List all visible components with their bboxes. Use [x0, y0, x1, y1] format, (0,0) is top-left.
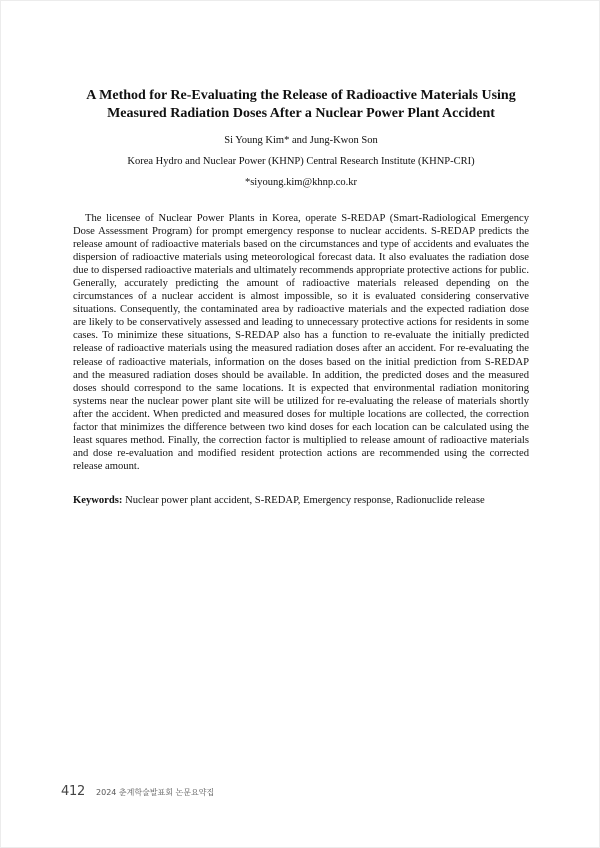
paper-title-line-2: Measured Radiation Doses After a Nuclear Power Plant Accident — [107, 106, 495, 121]
abstract-paragraph: The licensee of Nuclear Power Plants in Korea, operate S-REDAP (Smart-Radiological Emergency Dose Assessment Program) for prompt emergency response to nuclear accidents. S-REDAP predicts the release amount of radioactive materials based on the circumstances and type of accidents and evaluates the dispersion of radioactive materials using meteorological forecast data. It also evaluates the radiation dose due to dispersed radioactive materials and ultimately recommends appropriate protective actions for public. Generally, accurately predicting the amount of radioactive materials released depending on the circumstances of a nuclear accident is almost impossible, so it is evaluated considering conservative situations. Consequently, the contaminated area by radioactive materials and the expected radiation dose are likely to be conservatively assessed and leading to unnecessary protective actions for residents in some cases. To minimize these situations, S-REDAP also has a function to re-evaluate the initially predicted release of radioactive materials using the measured radiation doses after an accident. For re-evaluating the release of radioactive materials, information on the doses based on the initial prediction from S-REDAP and the measured radiation doses should be available. In addition, the predicted doses and the measured doses should correspond to the same locations. It is expected that environmental radiation monitoring systems near the nuclear power plant site will be utilized for re-evaluating the release of materials shortly after the accident. When predicted and measured doses for multiple locations are collected, the correction factor that minimizes the difference between two kind doses for each location can be calculated using the least squares method. Finally, the correction factor is multiplied to release amount of radioactive materials and dose re-evaluation and modified resident protection actions are recommended using the corrected release amount. — [73, 213, 529, 472]
page-number: 412 — [61, 784, 85, 799]
proceedings-title: 2024 춘계학술발표회 논문요약집 — [96, 788, 215, 797]
affiliation: Korea Hydro and Nuclear Power (KHNP) Central Research Institute (KHNP-CRI) — [127, 156, 475, 167]
page-footer — [61, 780, 214, 799]
keywords-label: Keywords: — [73, 495, 123, 506]
corresponding-email: *siyoung.kim@khnp.co.kr — [244, 177, 358, 188]
keywords-list: Nuclear power plant accident, S-REDAP, Emergency response, Radionuclide release — [125, 495, 485, 506]
paper-title-line-1: A Method for Re-Evaluating the Release of Radioactive Materials Using — [86, 88, 516, 103]
paper-title — [61, 87, 541, 123]
authors: Si Young Kim* and Jung-Kwon Son — [224, 135, 378, 146]
keywords — [73, 494, 529, 507]
